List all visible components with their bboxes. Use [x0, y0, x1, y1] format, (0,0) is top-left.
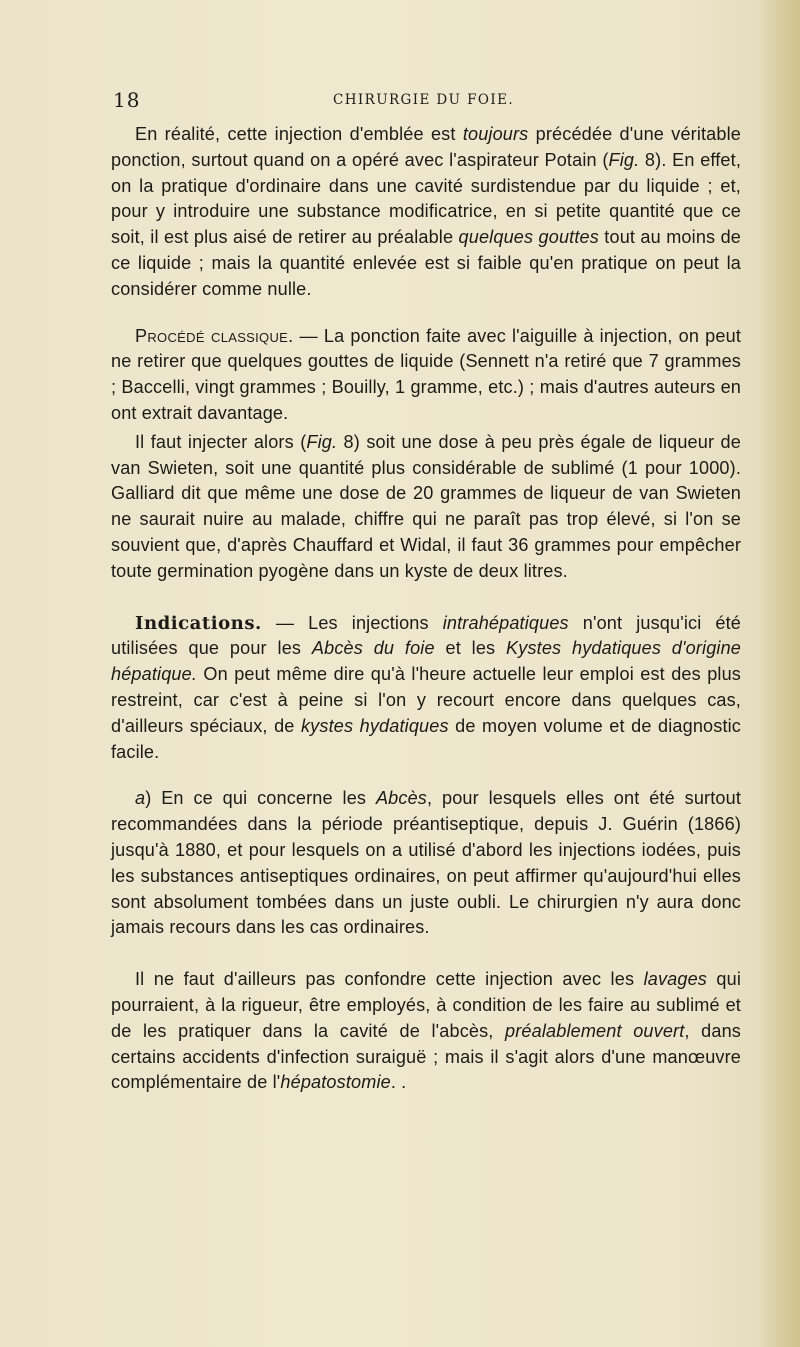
text-run: , pour lesquels elles ont été surtout recommandées dans la période préantiseptique, depuis J. Guérin (1866) jusqu'à 1880, et pour lesquels on a utilisé d'abord les injections iodées, puis les substances antiseptiques ordinaires, on peut affirmer qu'aujourd'hui elles sont absolument tombées dans un juste oubli. Le chirurgien n'y aura donc jamais recours dans les cas ordinaires.	[111, 788, 742, 938]
emphasis: préalablement ouvert	[505, 1020, 685, 1041]
emphasis: Abcès du foie	[311, 638, 435, 659]
text-run: ) En ce qui concerne les	[145, 788, 376, 809]
emphasis: Abcès	[375, 788, 427, 809]
page-number: 18	[113, 88, 141, 112]
body-text	[111, 122, 741, 1096]
list-marker: a	[135, 788, 146, 809]
text-run: tout au moins de ce liquide ; mais la quantité enlevée est si faible qu'en pratique on peut la considérer comme nulle.	[111, 227, 741, 299]
text-run: Il ne faut d'ailleurs pas confondre cette injection avec les	[135, 969, 644, 990]
text-run: n'ont jusqu'ici été utilisées que pour les	[111, 612, 741, 659]
paragraph-1	[111, 122, 741, 303]
section-heading: Procédé classique.	[135, 325, 294, 346]
text-run: En réalité, cette injection d'emblée est	[135, 124, 463, 144]
emphasis: lavages	[643, 969, 707, 990]
text-run: , dans certains accidents d'infection suraiguë ; mais il s'agit alors d'une manœuvre complémentaire de l'	[111, 1020, 741, 1093]
figure-ref: Fig.	[306, 431, 338, 452]
text-run: . .	[390, 1072, 407, 1093]
text-run: précédée d'une véritable ponction, surtout quand on a opéré avec l'aspirateur Potain (	[111, 124, 741, 170]
emphasis: toujours	[462, 124, 529, 144]
emphasis: hépatostomie	[280, 1072, 391, 1093]
paragraph-2	[111, 324, 741, 427]
emphasis: intrahépatiques	[442, 612, 569, 633]
text-run: On peut même dire qu'à l'heure actuelle leur emploi est des plus restreint, car c'est à peine si l'on y recourt encore dans quelques cas, d'ailleurs spéciaux, de	[111, 664, 741, 736]
paragraph-3	[111, 430, 741, 585]
text-run: — La ponction faite avec l'aiguille à injection, on peut ne retirer que quelques gouttes de liquide (Sennett n'a retiré que 7 grammes ; Baccelli, vingt grammes ; Bouilly, 1 gramme, etc.) ; mais d'autres auteurs en ont extrait davantage.	[111, 325, 741, 423]
page-edge-shade	[758, 0, 800, 1347]
text-run: et les	[434, 638, 507, 659]
emphasis: Kystes hydatiques d'origine hépatique.	[111, 638, 741, 685]
text-run: Il faut injecter alors (	[135, 431, 307, 452]
section-heading: Indications.	[135, 612, 262, 634]
paragraph-5	[111, 786, 741, 941]
text-run: de moyen volume et de diagnostic facile.	[111, 715, 741, 762]
emphasis: kystes hydatiques	[300, 715, 449, 736]
text-run: qui pourraient, à la rigueur, être employés, à condition de les faire au sublimé et de les pratiquer dans la cavité de l'abcès,	[111, 969, 741, 1041]
figure-ref: Fig.	[608, 149, 640, 170]
page-header	[113, 88, 713, 118]
text-run: 8). En effet, on la pratique d'ordinaire dans une cavité surdistendue par du liquide ; et, pour y introduire une substance modificatrice, en si petite quantité que ce soit, il est plus aisé de retirer au préalable	[111, 149, 742, 248]
running-title: CHIRURGIE DU FOIE.	[333, 92, 515, 108]
emphasis: quelques gouttes	[458, 227, 599, 248]
paragraph-4	[111, 611, 741, 766]
text-run: — Les injections	[261, 612, 443, 633]
text-run: 8) soit une dose à peu près égale de liqueur de van Swieten, soit une quantité plus considérable de sublimé (1 pour 1000). Galliard dit que même une dose de 20 grammes de liqueur de van Swieten ne saurait nuire au malade, chiffre qui ne paraît pas trop élevé, si l'on se souvient que, d'après Chauffard et Widal, il faut 36 grammes pour empêcher toute germination pyogène dans un kyste de deux litres.	[111, 431, 741, 581]
paragraph-6	[111, 967, 741, 1096]
